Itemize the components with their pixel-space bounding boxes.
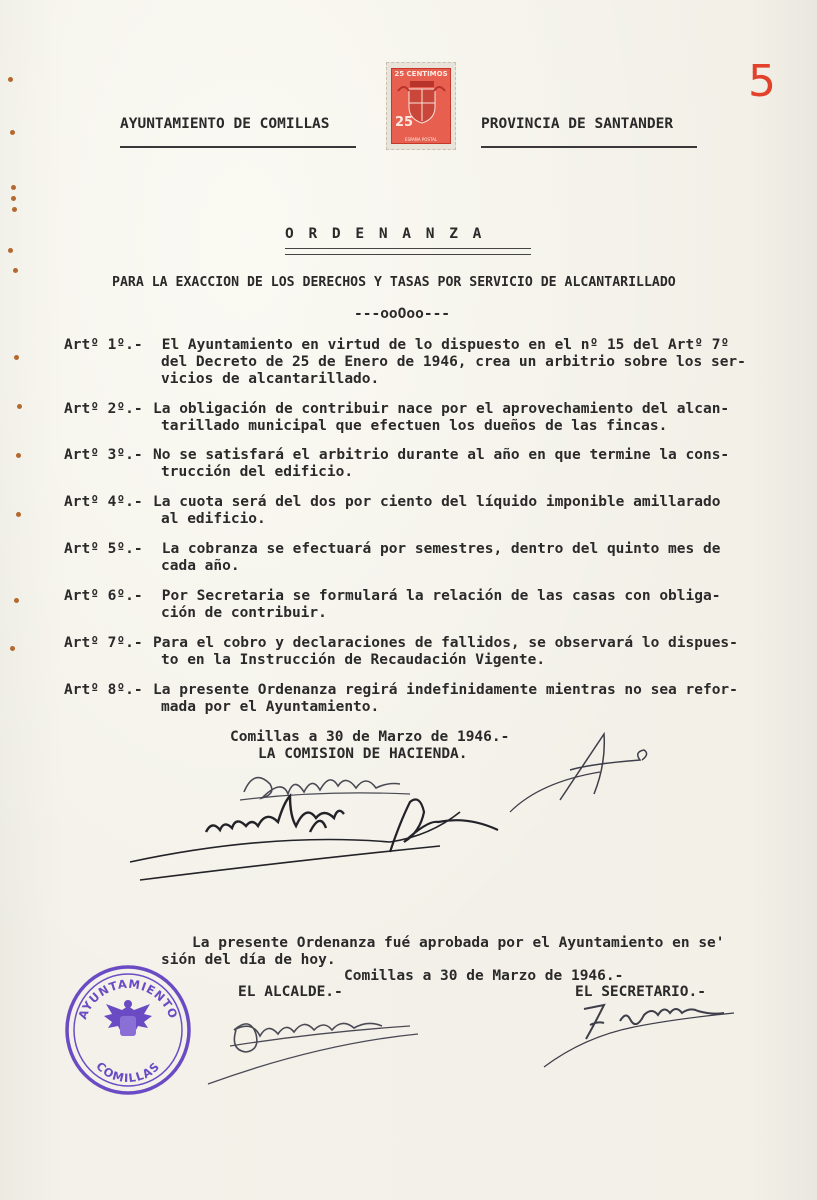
article-text-line: ción de contribuir. xyxy=(161,605,327,621)
article-text-line: La cuota será del dos por ciento del líquido imponible amillarado xyxy=(153,494,721,510)
article-number: Artº 7º.- xyxy=(64,635,143,651)
secretary-signature xyxy=(540,995,740,1075)
article-number: Artº 6º.- xyxy=(64,588,143,604)
punch-hole xyxy=(8,77,13,82)
punch-hole xyxy=(10,130,15,135)
municipal-seal xyxy=(64,964,192,1096)
mayor-signature xyxy=(200,1000,430,1090)
article-number: Artº 4º.- xyxy=(64,494,143,510)
header-left-text: AYUNTAMIENTO DE COMILLAS xyxy=(120,116,330,132)
article-text-line: cada año. xyxy=(161,558,240,574)
article-text-line: La obligación de contribuir nace por el aprovechamiento del alcan- xyxy=(153,401,730,417)
article-text-line: El Ayuntamiento en virtud de lo dispuesto en el nº 15 del Artº 7º xyxy=(153,337,730,353)
punch-hole xyxy=(12,207,17,212)
tax-stamp-top-text: 25 CENTIMOS xyxy=(394,70,448,78)
header-left-rule xyxy=(120,146,356,148)
article-text-line: del Decreto de 25 de Enero de 1946, crea un arbitrio sobre los ser- xyxy=(161,354,746,370)
article-text-line: al edificio. xyxy=(161,511,266,527)
article-text-line: trucción del edificio. xyxy=(161,464,354,480)
article-number: Artº 5º.- xyxy=(64,541,143,557)
article-number: Artº 8º.- xyxy=(64,682,143,698)
header-right-text: PROVINCIA DE SANTANDER xyxy=(481,116,674,132)
punch-hole xyxy=(16,512,21,517)
punch-hole xyxy=(16,453,21,458)
article-text-line: vicios de alcantarillado. xyxy=(161,371,380,387)
commission-signature-3 xyxy=(120,782,580,892)
article-text-line: Para el cobro y declaraciones de fallidos, se observará lo dispues- xyxy=(153,635,738,651)
article-number: Artº 2º.- xyxy=(64,401,143,417)
tax-stamp xyxy=(386,62,456,150)
article-text-line: tarillado municipal que efectuen los dueños de las fincas. xyxy=(161,418,668,434)
punch-hole xyxy=(10,646,15,651)
mayor-label: EL ALCALDE.- xyxy=(238,984,343,1000)
closing-date: Comillas a 30 de Marzo de 1946.- xyxy=(230,729,510,745)
punch-hole xyxy=(11,196,16,201)
punch-hole xyxy=(17,404,22,409)
punch-hole xyxy=(8,248,13,253)
article-text-line: La cobranza se efectuará por semestres, dentro del quinto mes de xyxy=(153,541,721,557)
article-text-line: Por Secretaria se formulará la relación de las casas con obliga- xyxy=(153,588,721,604)
seal-top-text: AYUNTAMIENTO xyxy=(75,976,181,1022)
article-text-line: No se satisfará el arbitrio durante al año en que termine la cons- xyxy=(153,447,730,463)
heading-double-rule xyxy=(285,248,531,255)
commission-label: LA COMISION DE HACIENDA. xyxy=(258,746,468,762)
article-number: Artº 3º.- xyxy=(64,447,143,463)
approval-text-line-2: sión del día de hoy. xyxy=(161,952,336,968)
punch-hole xyxy=(14,598,19,603)
approval-text-line-1: La presente Ordenanza fué aprobada por el Ayuntamiento en se' xyxy=(192,935,725,951)
article-number: Artº 1º.- xyxy=(64,337,143,353)
coat-of-arms-icon xyxy=(392,69,450,143)
ordinance-heading: O R D E N A N Z A xyxy=(285,226,485,242)
punch-hole xyxy=(13,268,18,273)
eagle-emblem-icon xyxy=(104,1000,152,1036)
article-text-line: mada por el Ayuntamiento. xyxy=(161,699,380,715)
title-separator: ---ooOoo--- xyxy=(354,306,451,322)
secretary-label: EL SECRETARIO.- xyxy=(575,984,706,1000)
header-right-rule xyxy=(481,146,697,148)
seal-bottom-text: COMILLAS xyxy=(93,1059,163,1086)
ordinance-subtitle: PARA LA EXACCION DE LOS DERECHOS Y TASAS POR SERVICIO DE ALCANTARILLADO xyxy=(112,275,676,290)
article-text-line: La presente Ordenanza regirá indefinidamente mientras no sea refor- xyxy=(153,682,738,698)
tax-stamp-value: 25 xyxy=(395,115,414,130)
approval-date: Comillas a 30 de Marzo de 1946.- xyxy=(344,968,624,984)
punch-hole xyxy=(11,185,16,190)
punch-hole xyxy=(14,355,19,360)
tax-stamp-face xyxy=(391,68,451,144)
tax-stamp-bottom-text: ESPAÑA POSTAL xyxy=(404,137,438,142)
article-text-line: to en la Instrucción de Recaudación Vigente. xyxy=(161,652,546,668)
page-number: 5 xyxy=(748,56,776,107)
